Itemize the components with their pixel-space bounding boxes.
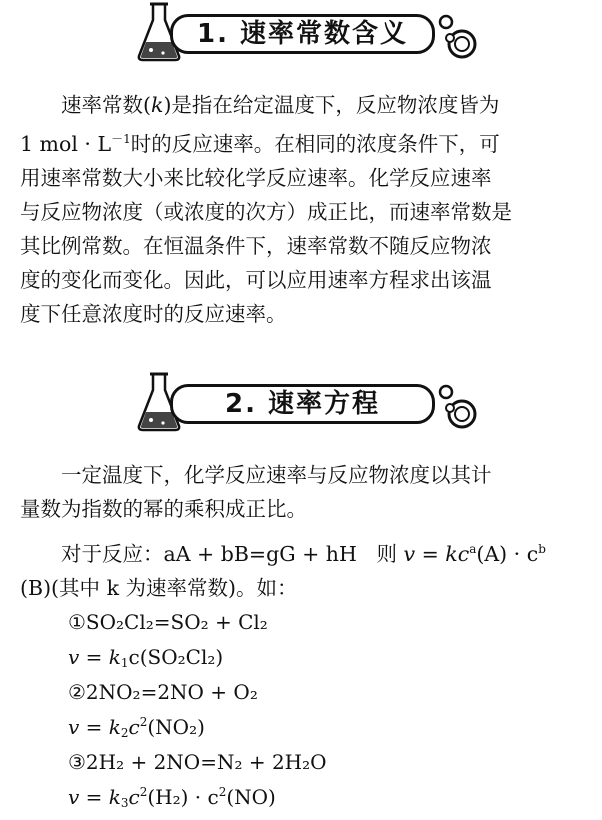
example-equation-2: ②2NO₂=2NO + O₂ (68, 680, 258, 704)
text-line: 对于反应：aA + bB=gG + hH 则 $v = kc^a(A) \cdot c^b$ (61, 542, 546, 566)
example-equation-1: ①SO₂Cl₂=SO₂ + Cl₂ (68, 610, 268, 634)
text-line: 量数为指数的幂的乘积成正比。 (20, 497, 307, 521)
section-banner-2 (135, 370, 480, 432)
text-line: 1 mol · $L^{-1}$时的反应速率。在相同的浓度条件下，可 (20, 132, 500, 156)
paragraph-rate-equation (20, 458, 585, 526)
example-rate-2: $v = k2c^2(NO_2)$ (68, 715, 205, 740)
text-line: 度下任意浓度时的反应速率。 (20, 302, 287, 326)
text-line: (B)(其中 k 为速率常数)。如： (20, 576, 298, 600)
example-equation-3: ③2H₂ + 2NO=N₂ + 2H₂O (68, 750, 327, 774)
text-line: 速率常数(k)是指在给定温度下，反应物浓度皆为 (61, 93, 500, 117)
text-line: 与反应物浓度（或浓度的次方）成正比，而速率常数是 (20, 200, 512, 224)
paragraph-rate-constant-definition (20, 88, 585, 331)
section-title-1: 1. 速率常数含义 (196, 19, 409, 49)
text-line: 用速率常数大小来比较化学反应速率。化学反应速率 (20, 166, 492, 190)
example-rate-3: $v = k3c^2(H_2) \cdot c^2(NO)$ (68, 785, 276, 810)
text-line: 度的变化而变化。因此，可以应用速率方程求出该温 (20, 268, 492, 292)
paragraph-general-reaction (20, 532, 585, 605)
text-line: 其比例常数。在恒温条件下，速率常数不随反应物浓 (20, 234, 492, 258)
section-title-2: 2. 速率方程 (224, 389, 381, 419)
example-rate-1: v = k1c(SO₂Cl₂) (68, 645, 224, 670)
bubbles-icon (420, 0, 480, 62)
section-banner-1 (135, 0, 480, 62)
text-line: 一定温度下，化学反应速率与反应物浓度以其计 (61, 463, 492, 487)
bubbles-icon (420, 370, 480, 432)
